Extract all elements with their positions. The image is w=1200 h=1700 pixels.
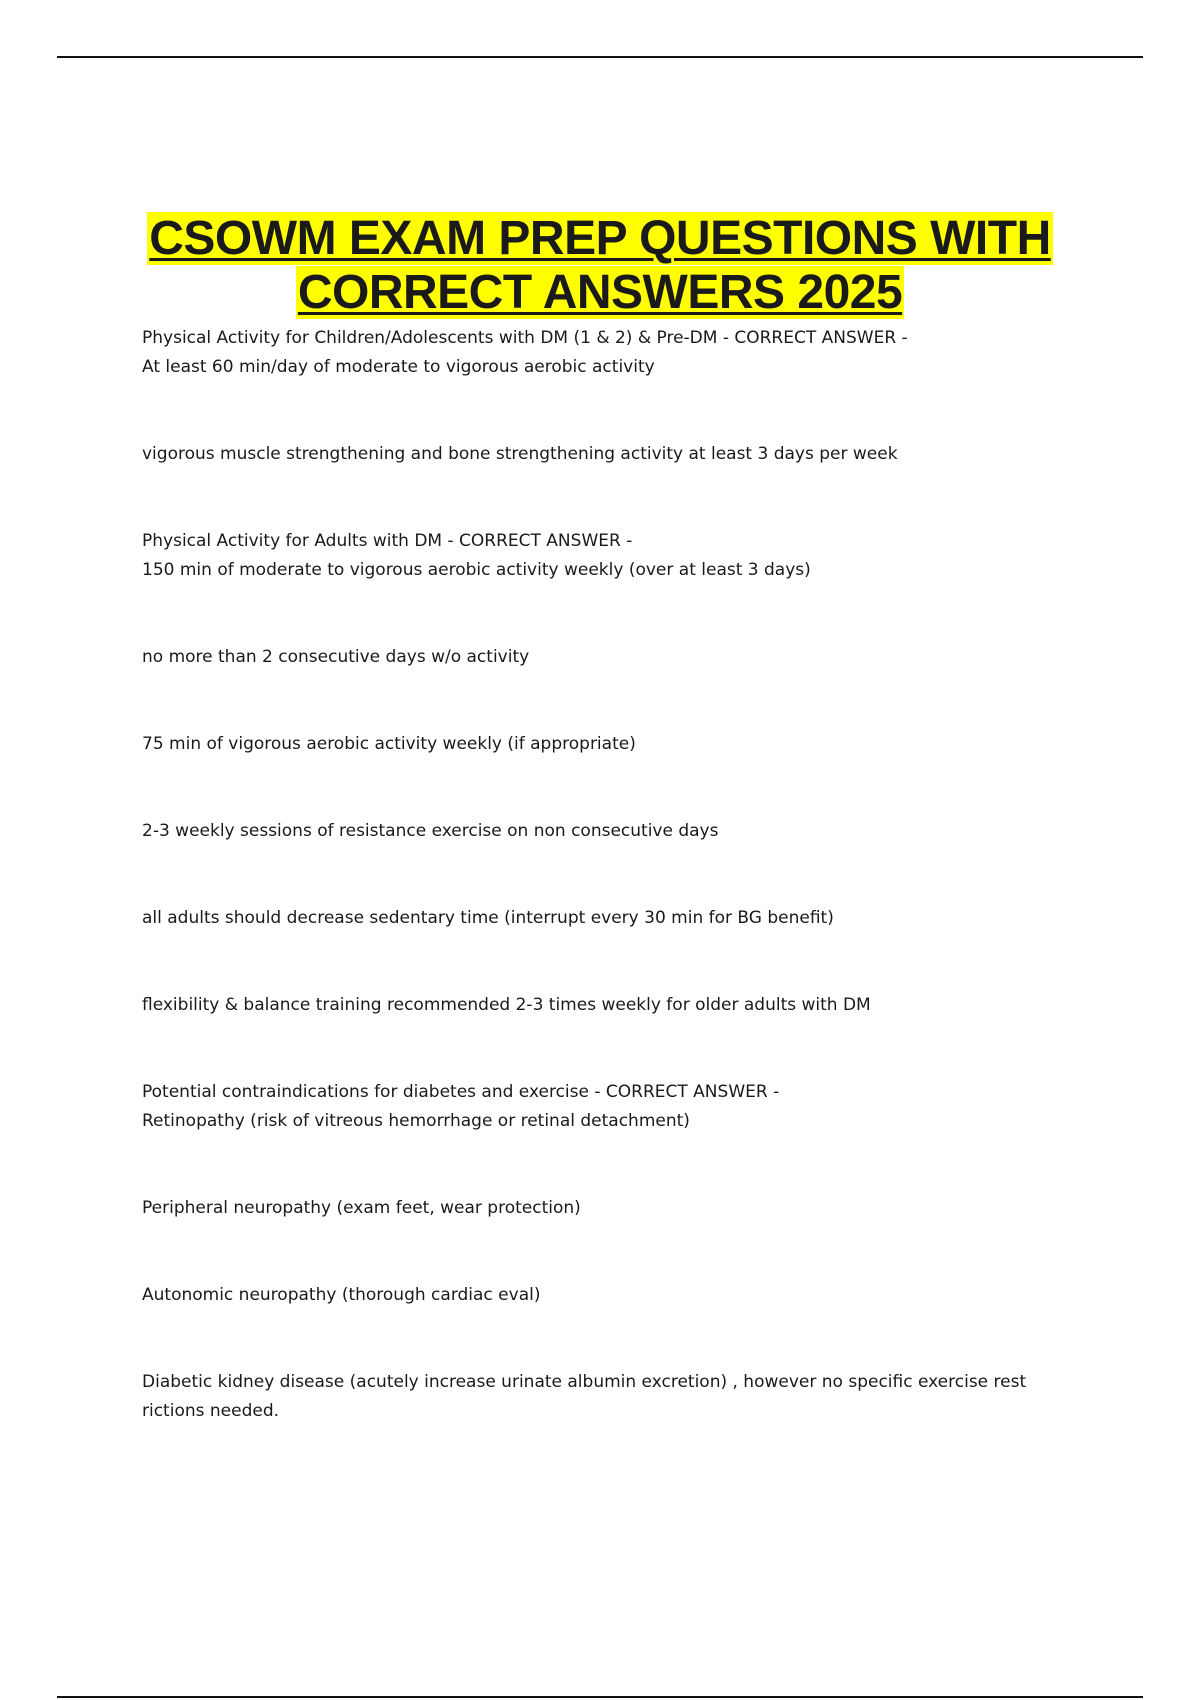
paragraph [142,1281,1072,1310]
text-line: Autonomic neuropathy (thorough cardiac eval) [142,1285,541,1305]
text-line: Physical Activity for Adults with DM - CORRECT ANSWER - [142,531,633,551]
text-line: all adults should decrease sedentary time (interrupt every 30 min for BG benefit) [142,908,834,928]
top-rule [57,56,1143,58]
paragraph [142,991,1072,1020]
paragraph [142,1078,1072,1136]
paragraph [142,1194,1072,1223]
text-line: 75 min of vigorous aerobic activity weekly (if appropriate) [142,734,636,754]
text-line: 150 min of moderate to vigorous aerobic activity weekly (over at least 3 days) [142,560,811,580]
paragraph [142,527,1072,585]
document-body [142,324,1072,1426]
text-line: At least 60 min/day of moderate to vigorous aerobic activity [142,357,655,377]
paragraph [142,440,1072,469]
text-line: Peripheral neuropathy (exam feet, wear protection) [142,1198,581,1218]
bottom-rule [57,1696,1143,1698]
paragraph [142,324,1072,382]
text-line: Diabetic kidney disease (acutely increase urinate albumin excretion) , however no specific exercise rest [142,1372,1027,1392]
paragraph [142,817,1072,846]
text-line: 2-3 weekly sessions of resistance exercise on non consecutive days [142,821,719,841]
text-line: Retinopathy (risk of vitreous hemorrhage or retinal detachment) [142,1111,690,1131]
text-line: Physical Activity for Children/Adolescents with DM (1 & 2) & Pre-DM - CORRECT ANSWER - [142,328,908,348]
document-title [60,212,1140,320]
paragraph [142,730,1072,759]
text-line: vigorous muscle strengthening and bone strengthening activity at least 3 days per week [142,444,898,464]
text-line: Potential contraindications for diabetes and exercise - CORRECT ANSWER - [142,1082,780,1102]
text-line: rictions needed. [142,1401,280,1421]
paragraph [142,904,1072,933]
text-line: flexibility & balance training recommended 2-3 times weekly for older adults with DM [142,995,871,1015]
title-line-2: CORRECT ANSWERS 2025 [297,266,903,319]
paragraph [142,643,1072,672]
text-line: no more than 2 consecutive days w/o activity [142,647,530,667]
title-line-1: CSOWM EXAM PREP QUESTIONS WITH [149,212,1051,265]
paragraph [142,1368,1072,1426]
